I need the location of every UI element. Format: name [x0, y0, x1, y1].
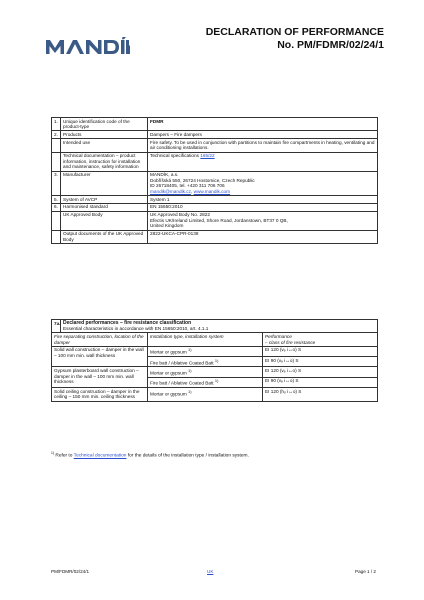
row-number: 3. — [52, 171, 61, 196]
row-value: 2822-UKCA-CPR-0138 — [148, 230, 378, 243]
row-value — [148, 211, 378, 230]
approved-body-number: UK Approved Body No. 2822 — [150, 212, 210, 218]
table-header-row — [52, 333, 378, 346]
table-row — [52, 388, 378, 401]
table-row — [52, 346, 378, 356]
performance-cell: EI 120 (hₒ i↔o) S — [263, 388, 378, 401]
table-row — [52, 139, 378, 152]
row-value: EN 15650:2010 — [148, 203, 378, 211]
table-row — [52, 196, 378, 204]
approved-body-country: United Kingdom — [150, 223, 184, 229]
construction-cell: Solid ceiling construction – damper in the ceiling – 150 mm min. ceiling thickness — [52, 388, 148, 401]
column-header-construction: Fire separating construction, location of the damper — [52, 333, 148, 346]
installation-cell — [148, 388, 263, 401]
row-number: 1. — [52, 118, 61, 131]
section-number: 7a. — [52, 320, 61, 333]
fire-resistance-table — [51, 319, 378, 402]
row-label: Technical documentation – product information, instruction for installation and maintenance, safety information — [61, 152, 148, 171]
row-value: System 1 — [148, 196, 378, 204]
approved-body-address: Efectis UK/Ireland Limited, Shore Road, Jordanstown, BT37 0 QB, — [150, 217, 288, 223]
document-title-line1: DECLARATION OF PERFORMANCE — [205, 26, 384, 38]
manufacturer-name: MANDÍK, a.s. — [150, 172, 179, 178]
row-label: UK Approved Body — [61, 211, 148, 230]
table-row — [52, 230, 378, 243]
row-label: System of AVCP — [61, 196, 148, 204]
contact-separator: , — [190, 188, 194, 194]
website-link[interactable]: www.mandik.com — [193, 188, 231, 194]
installation-cell — [148, 377, 263, 387]
row-number: 5. — [52, 196, 61, 204]
document-title — [206, 26, 384, 52]
table-row — [52, 320, 378, 333]
row-value: Dampers – Fire dampers — [148, 131, 378, 139]
tech-spec-label: Technical specifications — [150, 153, 201, 159]
row-label: Products — [61, 131, 148, 139]
performance-header-line2: – class of fire resistance — [265, 339, 316, 345]
row-label: Output documents of the UK Approved Body — [61, 230, 148, 243]
construction-cell: Solid wall construction – damper in the wall – 100 mm min. wall thickness — [52, 346, 148, 367]
footnote-suffix: for the details of the installation type / installation system. — [126, 453, 249, 459]
footer-doc-number: PM/FDMR/02/24/1 — [51, 569, 90, 574]
manufacturer-id-phone: ID 26718405, tel. +420 311 706 706 — [150, 183, 225, 189]
row-number: 2. — [52, 131, 61, 139]
table-row — [52, 131, 378, 139]
installation-type: Mortar or gypsum — [150, 349, 187, 355]
row-value — [148, 171, 378, 196]
column-header-installation: Installation type, installation system — [148, 333, 263, 346]
footnote-marker: 1) — [188, 347, 192, 353]
document-number: No. PM/FDMR/02/24/1 — [277, 39, 384, 51]
product-info-table — [51, 117, 378, 244]
email-link[interactable]: mandik@mandik.cz — [150, 188, 191, 194]
table-row — [52, 211, 378, 230]
row-label: Harmonised standard — [61, 203, 148, 211]
manufacturer-address: Dobříšská 550, 26724 Hostomice, Czech Republic — [150, 177, 255, 183]
row-number — [52, 139, 61, 152]
footnote — [51, 451, 249, 459]
row-label: Unique identification code of the product-type — [61, 118, 148, 131]
table-row — [52, 171, 378, 196]
row-label: Intended use — [61, 139, 148, 152]
footnote-marker: 1) — [214, 357, 219, 363]
footnote-marker: 1) — [188, 388, 192, 394]
section-header — [61, 320, 378, 333]
row-value: FDMR — [148, 118, 378, 131]
installation-type: Mortar or gypsum — [150, 370, 187, 376]
technical-documentation-link[interactable]: Technical documentation — [73, 453, 127, 459]
footnote-prefix: Refer to — [54, 453, 74, 459]
table-row — [52, 203, 378, 211]
row-value: Fire safety. To be used in conjunction with partitions to maintain fire compartments in heating, ventilating and air conditioning installations. — [148, 139, 378, 152]
section-subtitle: Essential characteristics in accordance with EN 15650:2010, art. 4.1.1 — [63, 326, 209, 332]
installation-cell — [148, 346, 263, 356]
table-row — [52, 118, 378, 131]
footnote-marker: 1) — [214, 378, 219, 384]
row-label: Manufacturer — [61, 171, 148, 196]
row-value — [148, 152, 378, 171]
installation-type: Mortar or gypsum — [150, 391, 187, 397]
row-number: 6. — [52, 203, 61, 211]
company-logo — [46, 37, 130, 55]
installation-cell — [148, 367, 263, 377]
installation-cell — [148, 357, 263, 367]
construction-cell: Gypsum plasterboard wall construction – damper in the wall – 100 mm min. wall thickness — [52, 367, 148, 388]
table-row — [52, 152, 378, 171]
tech-spec-link[interactable]: 165/22 — [200, 153, 215, 159]
row-number — [52, 211, 61, 230]
performance-header-line1: Performance — [265, 333, 292, 339]
installation-type: Fire batt / Ablative Coated Batt — [150, 380, 214, 386]
performance-cell: EI 90 (vₑ i↔o) S — [263, 377, 378, 387]
performance-cell: EI 90 (vₑ i↔o) S — [263, 357, 378, 367]
section-title: Declared performances – fire resistance classification — [63, 319, 192, 326]
table-row — [52, 367, 378, 377]
footer-page-number: Page 1 / 2 — [355, 569, 376, 574]
row-number — [52, 152, 61, 171]
installation-type: Fire batt / Ablative Coated Batt — [150, 360, 214, 366]
row-number — [52, 230, 61, 243]
column-header-performance — [263, 333, 378, 346]
footnote-marker: 1) — [188, 368, 192, 374]
footer-uk-link[interactable]: UK — [207, 569, 214, 574]
manufacturer-contact — [150, 189, 375, 195]
performance-cell: EI 120 (vₑ i↔o) S — [263, 346, 378, 356]
performance-cell: EI 120 (vₑ i↔o) S — [263, 367, 378, 377]
footnote-marker: 1) — [51, 451, 55, 455]
